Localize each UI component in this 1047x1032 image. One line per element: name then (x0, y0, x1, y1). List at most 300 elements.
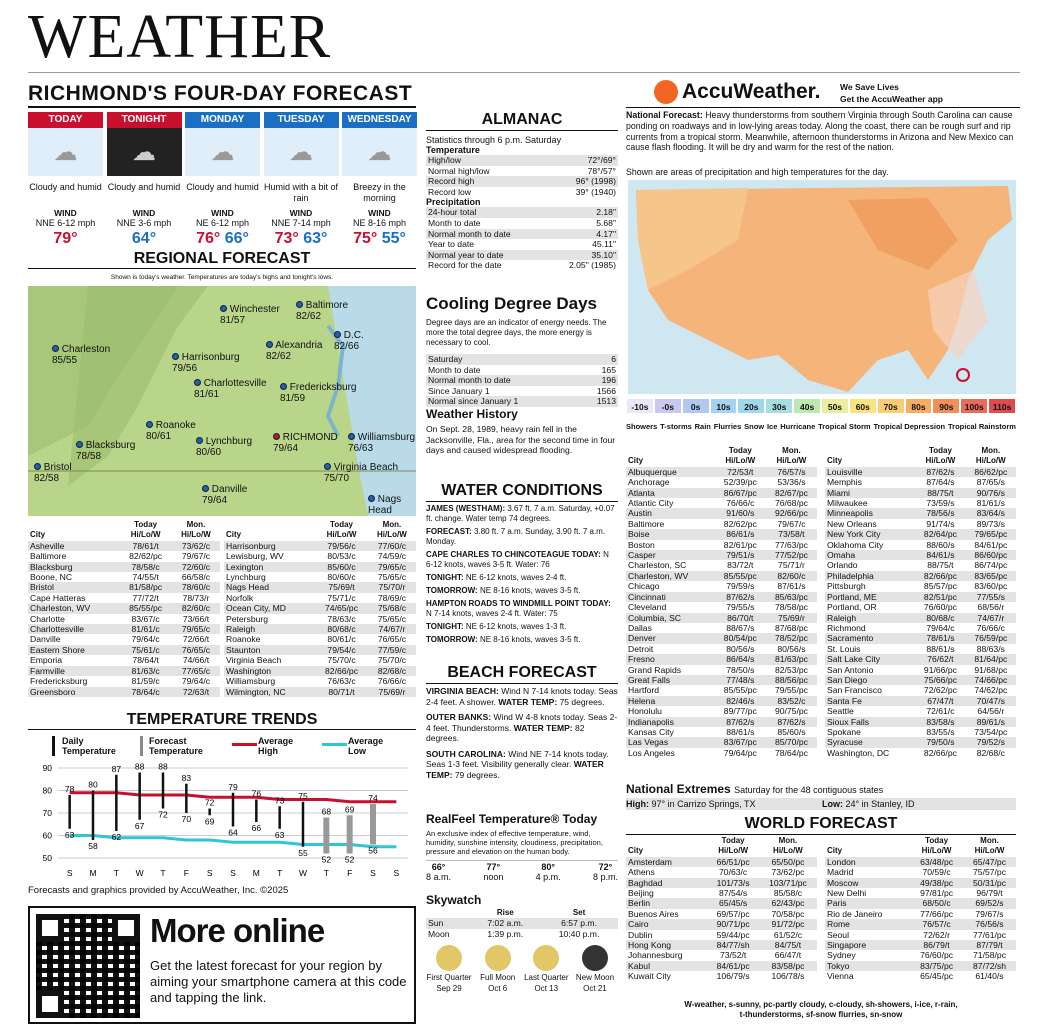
cell-city: Charleston, WV (28, 603, 119, 613)
cell-city: Honolulu (628, 706, 662, 717)
table-row (626, 940, 817, 950)
day-name: TODAY (28, 112, 103, 128)
cell-today: 79/56/c (315, 541, 368, 551)
cell-today: 68/50/c (910, 898, 963, 908)
cell-mon: 74/67/r (368, 624, 416, 634)
x-tick: S (393, 868, 400, 878)
table-row (626, 560, 817, 570)
cell-mon: 78/69/c (377, 592, 407, 603)
low-label: 62 (111, 832, 122, 842)
almanac-rule (426, 130, 618, 131)
col-today: Today (928, 446, 952, 455)
row-value: 196 (580, 375, 618, 386)
precip-legend (626, 422, 1016, 431)
day-condition: Cloudy and humid (29, 182, 102, 192)
water-text: NE 6-12 knots, waves 1-3 ft. (465, 622, 567, 631)
water-item (426, 622, 618, 632)
nf-heading: National Forecast: (626, 110, 703, 120)
va-table-left (28, 520, 220, 697)
cloud-icon: ☁ (28, 128, 103, 176)
cell-mon: 78/52/pc (766, 633, 817, 643)
table-row (626, 654, 817, 664)
col-sub: Hi/Lo/W (181, 530, 211, 540)
cell-city: San Diego (825, 675, 915, 685)
table-row (224, 593, 416, 603)
city-dot-icon (194, 379, 201, 386)
table-row (626, 623, 817, 633)
cell-mon: 79/65/pc (966, 529, 1016, 539)
low-label: 64 (228, 827, 238, 838)
moon-icon (582, 945, 608, 971)
cell-mon: 75/65/c (377, 572, 407, 583)
table-row (825, 498, 1016, 508)
region-city (146, 420, 196, 442)
cell-today: 75/61/c (119, 645, 172, 655)
world-key1: W-weather, s-sunny, pc-partly cloudy, c-cloudy, sh-showers, i-ice, r-rain, (684, 1000, 958, 1009)
cell-today: 87/62/s (715, 717, 766, 727)
legend-band: 0s (682, 398, 710, 414)
high-label: 78 (64, 784, 75, 794)
table-row (426, 166, 618, 177)
world-title: WORLD FORECAST (744, 815, 898, 832)
cell-mon: 79/65/c (172, 624, 220, 634)
high-label: 87 (111, 763, 122, 774)
row-value: 6 (580, 354, 618, 365)
cell-city: Johannesburg (628, 950, 683, 961)
table-row (426, 155, 618, 166)
cell-today: 69/57/pc (716, 908, 750, 919)
city-temps: 79/56 (172, 363, 198, 374)
precip-type: Showers (626, 422, 658, 431)
cell-city: Seattle (827, 706, 854, 717)
table-row (224, 624, 416, 634)
cell-mon: 74/59/c (377, 551, 407, 562)
accuweather-brand: AccuWeather. (682, 80, 821, 103)
cell-city: Kabul (626, 961, 707, 971)
cell-mon: 82/60/c (766, 571, 817, 581)
table-row (825, 560, 1016, 570)
cell-today: 77/72/t (132, 592, 159, 603)
row-label: Year to date (428, 239, 475, 250)
water-heading: TONIGHT: (426, 573, 464, 582)
cell-city: Asheville (28, 541, 119, 551)
cell-today: 81/61/c (119, 624, 172, 634)
high-label: 74 (368, 793, 378, 803)
region-city (273, 432, 338, 454)
national-map (628, 180, 1016, 394)
table-row (825, 540, 1016, 550)
cell-city: Chicago (628, 581, 660, 592)
low-label: 55 (298, 847, 308, 858)
region-city (172, 352, 240, 374)
x-tick: T (160, 868, 166, 878)
table-row (626, 857, 817, 867)
table-row (28, 614, 220, 624)
cell-city: London (825, 857, 910, 867)
cell-city: Charleston, SC (628, 560, 687, 571)
cell-today: 86/61/s (715, 529, 766, 539)
col-city: City (827, 846, 843, 856)
cell-today: 80/68/c (915, 613, 965, 623)
table-row (626, 581, 817, 591)
cell-today: 72/61/c (926, 706, 955, 717)
forecast-rule (28, 106, 416, 108)
cell-city: Helena (626, 696, 715, 706)
cell-mon: 76/66/c (976, 622, 1005, 633)
cell-city: Boston (628, 539, 655, 550)
row-value: 1566 (596, 385, 616, 396)
more-online-box (28, 906, 416, 1024)
water-heading: HAMPTON ROADS TO WINDMILL POINT TODAY: (426, 599, 611, 608)
almanac-title: ALMANAC (481, 111, 563, 128)
cell-city: Austin (626, 508, 715, 518)
realfeel-time: 8 a.m. (426, 872, 452, 882)
cell-city: Los Angeles (628, 747, 675, 758)
cell-mon: 81/64/pc (966, 654, 1016, 664)
table-row (426, 176, 618, 187)
city-temps: 81/57 (220, 315, 246, 326)
cell-city: Kansas City (628, 726, 674, 737)
cell-city: Madrid (827, 867, 854, 878)
table-row (825, 867, 1016, 877)
day-temps (264, 230, 339, 248)
realfeel-temp: 77° (486, 862, 501, 872)
beach-heading: SOUTH CAROLINA: (426, 748, 506, 759)
cell-today: 79/50/s (915, 737, 965, 747)
cell-city: Charleston, WV (626, 571, 715, 581)
cell-today: 81/59/c (131, 676, 160, 687)
cell-today: 80/53/c (327, 551, 356, 562)
more-online-title: More online (150, 912, 325, 949)
row-label: 24-hour total (426, 207, 547, 218)
moon-phase-name: New Moon (575, 973, 615, 982)
day-name: MONDAY (185, 112, 260, 128)
legend-forecast-swatch (140, 736, 143, 756)
row-label: Record high (426, 176, 541, 187)
cell-mon: 89/73/s (976, 518, 1005, 529)
table-row (626, 919, 817, 929)
cell-city: Charlotte (30, 613, 65, 624)
table-row (825, 727, 1016, 737)
cell-today: 70/59/c (922, 867, 951, 878)
realfeel-temp: 80° (541, 862, 555, 872)
realfeel-item (426, 862, 451, 882)
day-condition: Humid with a bit of rain (263, 182, 339, 203)
cell-mon: 73/62/c (172, 541, 220, 551)
moon-icon (436, 945, 462, 971)
cell-city: Sacramento (825, 633, 915, 643)
city-name: Blacksburg (85, 440, 136, 451)
city-temps: 75/70 (324, 473, 350, 484)
cell-city: Sioux Falls (825, 717, 915, 727)
city-name: Charlottesville (203, 378, 267, 389)
water-text: N 6-12 knots, waves 3-5 ft. Water: 76 (426, 550, 609, 569)
water-heading: TONIGHT: (426, 622, 464, 631)
cell-today: 72/62/r (923, 929, 950, 940)
day-wind: NNE 6-12 mph (35, 218, 96, 228)
realfeel-item (536, 862, 561, 882)
qr-code[interactable] (36, 914, 140, 1018)
cell-mon: 75/69/r (766, 613, 817, 623)
legend-avg-high-swatch (232, 743, 257, 746)
cell-today: 82/62/pc (723, 518, 757, 529)
cell-today: 79/51/s (715, 550, 766, 560)
cell-mon: 75/70/r (368, 582, 416, 592)
col-today: Today (330, 520, 353, 529)
cell-mon: 71/58/pc (973, 950, 1006, 961)
water-item (426, 599, 618, 619)
table-row (224, 562, 416, 572)
precip-type: Hurricane (780, 422, 816, 431)
day-high: 73° (274, 230, 299, 247)
table-row (426, 187, 618, 198)
table-row (626, 488, 817, 498)
table-row (626, 696, 817, 706)
cell-today: 82/46/s (715, 696, 766, 706)
cell-today: 88/75/t (927, 560, 954, 571)
cell-mon: 87/61/s (777, 581, 806, 592)
extremes (626, 782, 883, 796)
cell-today: 88/61/s (726, 726, 755, 737)
col-city: City (226, 530, 242, 540)
cell-mon: 85/60/s (777, 726, 806, 737)
city-temps: 81/59 (280, 393, 306, 404)
cell-today: 82/66/pc (315, 666, 368, 676)
cell-city: Fredericksburg (30, 676, 88, 687)
low-label: 72 (158, 809, 168, 820)
table-row (426, 918, 618, 929)
x-tick: T (323, 868, 329, 878)
beach-rule (426, 683, 618, 684)
cell-city: Baghdad (626, 878, 707, 888)
city-temps: 85/55 (52, 355, 78, 366)
table-row (825, 950, 1016, 960)
regional-note: Shown is today's weather. Temperatures are today's highs and tonight's lows. (110, 274, 334, 281)
cell-mon: 85/58/c (773, 888, 803, 899)
accuweather-sun-icon (654, 80, 678, 104)
cell-mon: 83/64/s (966, 508, 1016, 518)
cell-mon: 84/75/t (759, 940, 817, 950)
world-key (626, 1000, 1016, 1020)
legend-band: 30s (765, 398, 793, 414)
trends-chart (28, 762, 416, 882)
cell-mon: 75/57/pc (973, 867, 1006, 878)
table-row (224, 614, 416, 624)
extremes-low: 24° in Stanley, ID (845, 799, 915, 809)
cell-today: 83/67/c (131, 613, 160, 624)
city-dot-icon (76, 441, 83, 448)
table-row (825, 696, 1016, 706)
moon-date: Oct 21 (583, 984, 607, 993)
cell-city: Cincinnati (626, 592, 715, 602)
forecast-title: RICHMOND'S FOUR-DAY FORECAST (28, 82, 413, 105)
water-text: 3.67 ft. 7 a.m. Saturday, +0.07 ft. change. Water temp 74 degrees. (426, 504, 615, 523)
table-row (626, 971, 817, 981)
table-row (28, 603, 220, 613)
table-row (825, 613, 1016, 623)
city-temps: 79/64 (273, 443, 299, 454)
col-sub: Hi/Lo/W (921, 846, 952, 856)
region-city (280, 382, 356, 404)
cell-mon: 75/69/r (368, 687, 416, 697)
legend-band: 60s (849, 398, 877, 414)
city-dot-icon (273, 433, 280, 440)
cell-city: Portland, ME (825, 592, 915, 602)
row-label: Normal month to date (426, 375, 580, 386)
cell-today: 78/64/c (119, 687, 172, 697)
table-row (28, 572, 220, 582)
accu-tag1: We Save Lives (840, 82, 899, 92)
row-value: 96° (1998) (541, 176, 618, 187)
water-item (426, 504, 618, 524)
cell-mon: 86/74/pc (974, 560, 1008, 571)
cell-mon: 77/65/c (172, 666, 220, 676)
water-heading: TOMORROW: (426, 586, 478, 595)
cell-mon: 87/72/sh (963, 961, 1016, 971)
cell-mon: 74/66/t (182, 655, 210, 666)
cell-mon: 73/62/pc (771, 867, 805, 878)
city-name: D.C. (343, 330, 364, 341)
cell-city: Hong Kong (626, 940, 707, 950)
y-tick: 50 (42, 853, 52, 863)
beach-water-temp: 82 degrees. (426, 722, 585, 743)
cloud-icon: ☁ (185, 128, 260, 176)
cell-city: Washington (224, 666, 315, 676)
cell-city: Raleigh (224, 624, 315, 634)
low-label: 52 (344, 854, 355, 865)
skywatch-title: Skywatch (426, 893, 482, 907)
cell-mon: 79/67/c (777, 518, 806, 529)
water-item (426, 573, 618, 583)
table-row (825, 919, 1016, 929)
water-text: N 7-14 knots, waves 2-4 ft. Water: 75 (426, 609, 558, 618)
cell-today: 66/51/pc (707, 857, 758, 867)
extremes-high: 97° in Carrizo Springs, TX (651, 799, 756, 809)
table-row (626, 613, 817, 623)
table-row (825, 685, 1016, 695)
cell-city: Rio de Janeiro (827, 908, 883, 919)
table-row (28, 645, 220, 655)
cooling-desc: Degree days are an indicator of energy needs. The more the total degree days, the more energy is necessary to cool. (426, 318, 607, 347)
cell-today: 80/54/pc (715, 633, 766, 643)
cooling-table (426, 354, 618, 407)
table-row (626, 930, 817, 940)
cell-today: 88/60/s (926, 539, 955, 550)
row-label: Month to date (428, 217, 481, 228)
day-high: 75° (353, 230, 378, 247)
cell-mon: 68/56/r (977, 602, 1005, 613)
table-row (426, 229, 618, 240)
cell-mon: 82/68/c (368, 666, 416, 676)
table-row (825, 878, 1016, 888)
x-tick: T (113, 868, 119, 878)
cell-city: Cairo (626, 919, 707, 929)
low-label: 56 (368, 845, 378, 856)
cell-city: Oklahoma City (827, 539, 884, 550)
beach-item (426, 749, 618, 781)
almanac-prec-heading: Precipitation (426, 197, 481, 208)
cell-today: 76/60/pc (920, 950, 954, 961)
cell-mon: 74/67/r (966, 613, 1016, 623)
cell-today: 73/52/t (720, 950, 747, 961)
cell-mon: 76/65/c (172, 645, 220, 655)
x-tick: S (230, 868, 236, 878)
water-item (426, 586, 618, 596)
col-sub: Hi/Lo/W (130, 530, 161, 540)
city-name: Nags Head (368, 494, 402, 516)
table-row (626, 867, 817, 877)
precip-type: Rain (694, 422, 711, 431)
table-row (626, 909, 817, 919)
day-temps (28, 230, 103, 248)
table-row (426, 386, 618, 397)
cell-city: Virginia Beach (226, 655, 282, 666)
cell-today: 83/58/s (915, 717, 965, 727)
accu-rule (626, 107, 1020, 108)
cell-today: 80/60/c (327, 572, 356, 583)
moon-phase-name: Full Moon (480, 973, 516, 982)
table-row (626, 467, 817, 477)
day-condition: Cloudy and humid (107, 182, 181, 192)
cell-today: 80/61/c (327, 634, 356, 645)
city-dot-icon (202, 485, 209, 492)
city-dot-icon (348, 433, 355, 440)
day-low: 63° (303, 230, 328, 247)
legend-band: -0s (654, 398, 682, 414)
moon-date: Oct 13 (534, 984, 559, 993)
cell-today: 80/56/s (726, 643, 755, 654)
cell-today: 67/47/t (915, 696, 965, 706)
high-label: 79 (228, 781, 238, 792)
row-value: 5.68" (596, 217, 616, 228)
table-row (626, 878, 817, 888)
cell-mon: 66/47/t (774, 950, 802, 961)
high-label: 73 (274, 795, 285, 806)
cell-city: Norfolk (226, 592, 254, 603)
cell-mon: 53/36/s (777, 477, 806, 488)
cell-today: 79/59/s (726, 581, 755, 592)
table-row (825, 477, 1016, 487)
city-dot-icon (34, 463, 41, 470)
table-row (426, 396, 618, 407)
city-name: Baltimore (305, 300, 349, 311)
table-row (626, 519, 817, 529)
region-city (220, 304, 280, 326)
world-rule (626, 834, 1016, 835)
col-mon: Mon. (382, 520, 402, 529)
cell-today: 89/77/pc (723, 706, 757, 717)
cell-today: 83/67/pc (715, 737, 766, 747)
cell-mon: 106/78/s (771, 971, 805, 982)
table-row (626, 529, 817, 539)
moon-date: Sep 29 (436, 984, 462, 993)
beach-item (426, 686, 618, 707)
table-row (426, 250, 618, 261)
city-dot-icon (172, 353, 179, 360)
water-item (426, 527, 618, 547)
cell-today: 79/54/c (315, 645, 368, 655)
legend-avg-low: Average Low (348, 736, 384, 756)
cell-city: Lexington (224, 562, 315, 572)
precip-type: Tropical Storm (818, 422, 871, 431)
table-row (426, 375, 618, 386)
city-dot-icon (324, 463, 331, 470)
region-city (52, 344, 110, 366)
table-row (626, 706, 817, 716)
low-label: 67 (134, 820, 145, 831)
cell-today: 82/66/pc (915, 571, 965, 581)
low-label: 63 (274, 829, 285, 840)
